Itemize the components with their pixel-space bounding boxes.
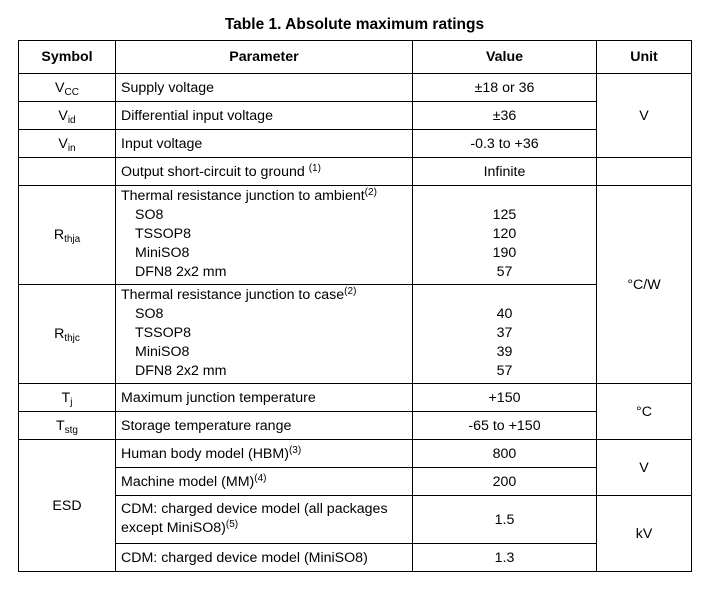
parameter-cell: Maximum junction temperature: [116, 384, 413, 412]
unit-cell-esd-volt: V: [597, 440, 692, 496]
table-row-vin: [19, 130, 692, 158]
package-label: MiniSO8: [135, 245, 190, 261]
unit-cell-kv: kV: [597, 496, 692, 572]
table-row-esd-cdm-all: [19, 496, 692, 544]
parameter-cell: CDM: charged device model (MiniSO8): [116, 544, 413, 572]
table-row-vcc: [19, 74, 692, 102]
table-row-short-circuit: [19, 158, 692, 186]
value-cell: 40 37 39 57: [413, 285, 597, 384]
table-row-vid: [19, 102, 692, 130]
table-row-tj: [19, 384, 692, 412]
package-label: TSSOP8: [135, 325, 191, 341]
unit-cell-empty: [597, 158, 692, 186]
symbol-cell: $T_j$: [19, 384, 116, 412]
parameter-cell: Machine model (MM)$^{(4)}$: [116, 468, 413, 496]
parameter-cell: Differential input voltage: [116, 102, 413, 130]
value-cell: -65 to +150: [413, 412, 597, 440]
table-row-esd-hbm: [19, 440, 692, 468]
unit-cell-thermal: °C/W: [597, 186, 692, 384]
parameter-cell: Human body model (HBM)$^{(3)}$: [116, 440, 413, 468]
parameter-cell: Thermal resistance junction to case$^{(2)}$ SO8 TSSOP8 MiniSO8 DFN8 2x2 mm: [116, 285, 413, 384]
table-row-tstg: [19, 412, 692, 440]
parameter-cell: Input voltage: [116, 130, 413, 158]
symbol-cell: $V_{CC}$: [19, 74, 116, 102]
header-unit: Unit: [597, 41, 692, 74]
package-label: SO8: [135, 207, 164, 223]
table-caption: Table 1. Absolute maximum ratings: [224, 16, 485, 33]
parameter-cell: Supply voltage: [116, 74, 413, 102]
header-parameter: Parameter: [116, 41, 413, 74]
symbol-cell: $V_{in}$: [19, 130, 116, 158]
unit-cell-temp: °C: [597, 384, 692, 440]
symbol-cell: $V_{id}$: [19, 102, 116, 130]
parameter-cell: Thermal resistance junction to ambient$^{(2)}$ SO8 TSSOP8 MiniSO8 DFN8 2x2 mm: [116, 186, 413, 285]
value-cell: -0.3 to +36: [413, 130, 597, 158]
package-label: DFN8 2x2 mm: [135, 264, 227, 280]
value-cell: 1.5: [413, 496, 597, 544]
value-cell: 125 120 190 57: [413, 186, 597, 285]
parameter-cell: CDM: charged device model (all packages except MiniSO8)$^{(5)}$: [116, 496, 413, 544]
value-cell: Infinite: [413, 158, 597, 186]
value-cell: 200: [413, 468, 597, 496]
value-cell: ±36: [413, 102, 597, 130]
header-row: [19, 41, 692, 74]
parameter-cell: Output short-circuit to ground $^{(1)}$: [116, 158, 413, 186]
value-cell: 1.3: [413, 544, 597, 572]
symbol-cell: $T_{stg}$: [19, 412, 116, 440]
table-row-esd-mm: [19, 468, 692, 496]
symbol-cell: $R_{thjc}$: [19, 285, 116, 384]
header-symbol: Symbol: [19, 41, 116, 74]
unit-cell-volt: V: [597, 74, 692, 158]
symbol-cell-empty: [19, 158, 116, 186]
package-label: DFN8 2x2 mm: [135, 363, 227, 379]
package-label: MiniSO8: [135, 344, 190, 360]
symbol-cell: $R_{thja}$: [19, 186, 116, 285]
absolute-maximum-ratings-table: [18, 40, 692, 572]
table-row-esd-cdm-miniso8: [19, 544, 692, 572]
package-label: SO8: [135, 306, 164, 322]
symbol-cell-esd: ESD: [19, 440, 116, 572]
table-row-rthjc: [19, 285, 692, 384]
header-value: Value: [413, 41, 597, 74]
parameter-cell: Storage temperature range: [116, 412, 413, 440]
value-cell: ±18 or 36: [413, 74, 597, 102]
table-row-rthja: [19, 186, 692, 285]
package-label: TSSOP8: [135, 226, 191, 242]
value-cell: 800: [413, 440, 597, 468]
value-cell: +150: [413, 384, 597, 412]
